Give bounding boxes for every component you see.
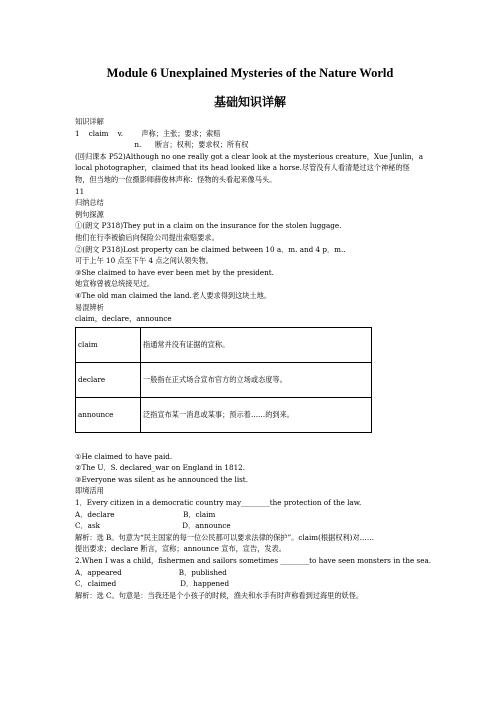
section-heading: 知识详解 [75, 117, 104, 126]
examples-heading: 例句探源 [75, 209, 104, 219]
confusion-heading: 易混辨析 [75, 302, 104, 312]
entry-claim-noun: n. 断言；权利；要求权；所有权 [75, 140, 249, 150]
table-cell-word: declare [76, 362, 141, 397]
question: 1．Every citizen in a democratic country may________the protection of the law. [75, 498, 362, 508]
comparison-table [75, 327, 372, 433]
table-cell-meaning: 泛指宣布某一消息或某事；预示着……的到来。 [141, 397, 372, 432]
number-label: 11 [75, 186, 85, 196]
table-cell-word: announce [76, 397, 141, 432]
table-cell-meaning: 指通常并没有证据的宣称。 [141, 327, 372, 362]
example-translation: 她宣称曾被总统接见过。 [75, 279, 155, 289]
word-list: claim，declare，announce [75, 314, 172, 324]
question-options: C．claimed D．happened [75, 579, 230, 589]
page-subtitle: 基础知识详解 [213, 95, 286, 109]
example-sentence: ④The old man claimed the land.老人要求得到这块土地。 [75, 290, 272, 300]
example-sentence: ①He claimed to have paid. [75, 451, 173, 461]
answer-explanation: 解析：选 C。句意是：当我还是个小孩子的时候，渔夫和水手有时声称看到过海里的妖怪。 [75, 590, 364, 600]
textbook-example-line: local photographer，claimed that its head looked like a horse.尽管没有人看清楚过这个神秘的怪 [75, 163, 410, 173]
example-sentence: ①(朗文 P318)They put in a claim on the insurance for the stolen luggage. [75, 221, 342, 231]
document-body [75, 116, 435, 601]
example-sentence: ③She claimed to have ever been met by the president. [75, 267, 274, 277]
practice-heading: 即境活用 [75, 486, 104, 496]
question-options: A．declare B．claim [75, 509, 216, 519]
question-options: C．ask D．announce [75, 521, 231, 531]
table-row [76, 327, 372, 362]
question-options: A．appeared B．published [75, 567, 227, 577]
textbook-example-line: (回归课本 P52)Although no one really got a clear look at the mysterious creature，Xue Junlin，a [75, 151, 424, 161]
entry-claim-verb: 1 claim v. 声称；主张；要求；索赔 [75, 128, 221, 138]
table-cell-meaning: 一般指在正式场合宣布官方的立场或态度等。 [141, 362, 372, 397]
answer-explanation: 解析：选 B。句意为“民主国家的每一位公民都可以要求法律的保护”。claim(根据权利)对…… [75, 532, 375, 542]
table-cell-word: claim [76, 327, 141, 362]
textbook-example-line: 物，但当地的一位摄影师薛俊林声称：怪物的头看起来像马头。 [75, 174, 277, 184]
table-row [76, 397, 372, 432]
example-translation: 他们在行李被偷后向保险公司提出索赔要求。 [75, 232, 219, 242]
summary-heading: 归纳总结 [75, 198, 104, 208]
example-sentence: ②(朗文 P318)Lost property can be claimed between 10 a．m. and 4 p．m.. [75, 244, 346, 254]
table-row [76, 362, 372, 397]
answer-explanation: 提出要求；declare 断言，宣称；announce 宣布，宣告，发表。 [75, 544, 286, 554]
page-title: Module 6 Unexplained Mysteries of the Nature World [106, 66, 394, 80]
example-sentence: ③Everyone was silent as he announced the list. [75, 474, 248, 484]
example-translation: 可于上午 10 点至下午 4 点之间认领失物。 [75, 256, 213, 266]
example-sentence: ②The U．S. declared_war on England in 1812. [75, 463, 245, 473]
question: 2.When I was a child，fishermen and sailors sometimes ________to have seen monsters in the sea. [75, 556, 432, 566]
